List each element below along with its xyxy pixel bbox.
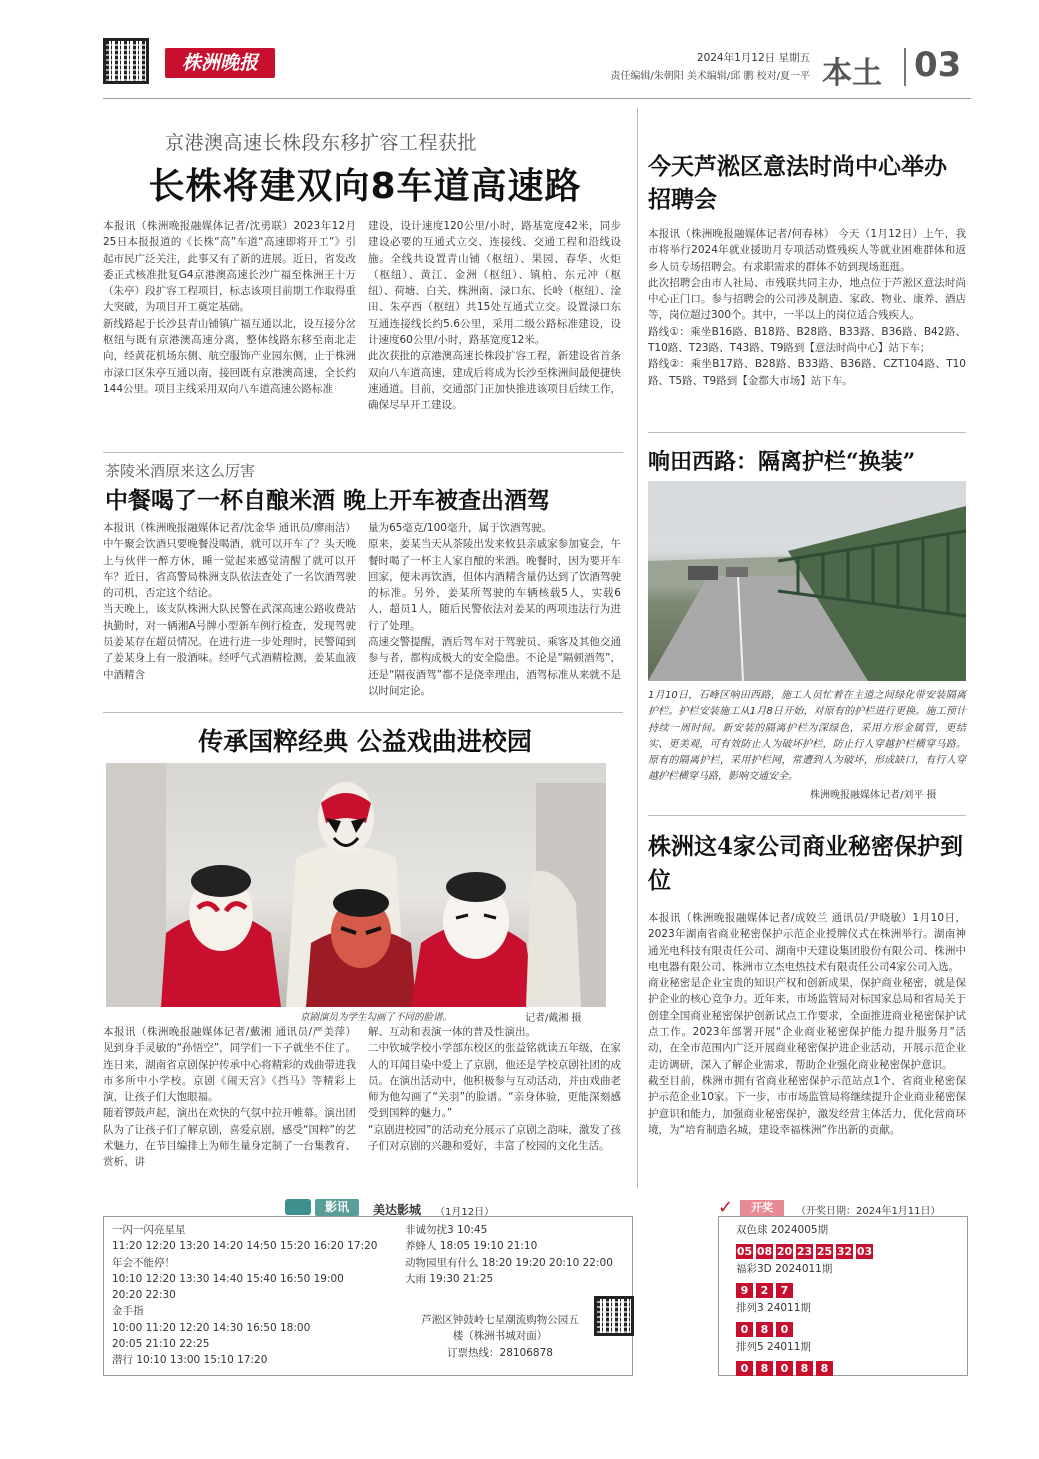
cinema-phone: 订票热线：28106878 xyxy=(447,1347,553,1359)
opera-photo-illustration xyxy=(106,763,606,1007)
lottery-badge: 开奖 xyxy=(740,1200,784,1216)
lottery-name: 排列5 24011期 xyxy=(736,1341,811,1353)
cinema-line: 一闪一闪亮星星 xyxy=(112,1224,186,1236)
section-name: 本土 xyxy=(822,56,882,91)
right-divider-2 xyxy=(648,815,966,816)
cinema-col2 xyxy=(405,1222,630,1287)
cinema-line: 金手指 xyxy=(112,1305,144,1318)
left-divider-2 xyxy=(103,712,623,713)
article3-col1: 本报讯（株洲晚报融媒体记者/戴湘 通讯员/严美萍） 见到身手灵敏的“孙悟空”，同学们一下子就坐不住了。连日来，湖南省京剧保护传承中心将精彩的戏曲带进我市多所中小学校。京剧《闹天宫》《挡马》等精彩上演，让孩子们大饱眼福。 随着锣鼓声起，演出在欢快的气氛中拉开帷幕。演出团队为了让孩子们了解京剧，喜爱京剧，感受“国粹”的艺术魅力，在节目编排上为师生量身定制了一台集教育、赏析、讲 xyxy=(103,1026,356,1169)
checkmark-icon: ✓ xyxy=(718,1197,734,1218)
article6-body: 本报讯（株洲晚报融媒体记者/成姣兰 通讯员/尹晓敏）1月10日，2023年湖南省商业秘密保护示范企业授牌仪式在株洲举行。湖南神通光电科技有限责任公司、湖南中天建设集团股份有限公司、株洲中电电器有限公司、株洲市立杰电热技术有限责任公司4家公司入选。 商业秘密是企业宝贵的知识产权和创新成果，保护商业秘密，就是保护企业的核心竞争力。近年来，市场监管局对标国家总局和省局关于创建全国商业秘密保护创新试点工作要求，全面推进商业秘密保护试点工作。2023年部署开展“企业商业秘密保护能力提升服务月”活动，在全市范围内广泛开展商业秘密保护进企业活动，开展示范企业走访调研，深入了解企业需求，帮助企业强化商业秘密保护意识。 截至目前，株洲市拥有省商业秘密保护示范站点1个、省商业秘密保护示范企业10家。下一步，市市场监管局将继续提升企业商业秘密保护意识和能力，加强商业秘密保护，激发经营主体活力，优化营商环境，为“培育制造名城，建设幸福株洲”作出新的贡献。 xyxy=(648,912,966,1136)
lottery-numbers xyxy=(736,1279,964,1298)
page-number: 03 xyxy=(914,45,962,85)
article5-headline: 响田西路：隔离护栏“换装” xyxy=(648,449,916,475)
article2-col1: 本报讯（株洲晚报融媒体记者/沈金华 通讯员/廖雨洁） 中午聚会饮酒只要晚餐没喝酒，就可以开车了？头天晚上与伙伴一醉方休，睡一觉起来感觉清醒了就可以开车？近日，省高警局株洲支队依法查处了一名饮酒驾驶的司机，否定这个结论。 当天晚上，该支队株洲大队民警在武深高速公路收费站执勤时，对一辆湘A号牌小型新车例行检查，发现驾驶员姜某存在超员情况。在进行进一步处理时，民警闻到了姜某身上有一股酒味。经呼气式酒精检测，姜某血液中酒精含 xyxy=(103,522,356,681)
masthead-editors: 责任编辑/朱朝阳 美术编辑/邱 鹏 校对/夏一平 xyxy=(610,71,810,82)
lottery-number: 05 xyxy=(736,1245,753,1258)
masthead-divider xyxy=(904,48,906,86)
article2-col2: 量为65毫克/100毫升，属于饮酒驾驶。 原来，姜某当天从茶陵出发来攸县亲戚家参加宴会，午餐时喝了一杯主人家自酿的米酒。晚餐时，因为要开车回家，便未再饮酒，但体内酒精含量仍达到了饮酒驾驶的标准。另外，姜某所驾驶的车辆核载5人，实载6人，超员1人，随后民警依法对姜某的两项违法行为进行了处理。 高速交警提醒，酒后驾车对于驾驶员、乘客及其他交通参与者，都构成极大的安全隐患。不论是“隔顿酒驾”，还是“隔夜酒驾”都不是侥幸理由，酒驾标准从来就不是以时间定论。 xyxy=(368,522,621,697)
article1-kicker: 京港澳高速长株段东移扩容工程获批 xyxy=(165,132,478,154)
lottery-name: 福彩3D 2024011期 xyxy=(736,1263,833,1275)
masthead-date: 2024年1月12日 星期五 xyxy=(696,52,810,64)
guardrail-illustration xyxy=(648,481,966,681)
article3-credit: 记者/戴湘 摄 xyxy=(525,1013,582,1024)
article2-headline: 中餐喝了一杯自酿米酒 晚上开车被查出酒驾 xyxy=(105,487,551,514)
lottery-numbers xyxy=(736,1357,964,1376)
lottery-number: 08 xyxy=(756,1245,773,1258)
article1-headline: 长株将建双向8车道高速路 xyxy=(148,166,582,207)
lottery-number: 0 xyxy=(736,1322,753,1337)
lottery-number: 0 xyxy=(736,1361,753,1376)
cinema-line: 非诚勿扰3 10:45 xyxy=(405,1224,488,1236)
right-divider-1 xyxy=(648,432,966,433)
lottery-number: 0 xyxy=(776,1322,793,1337)
article6-headline: 株洲这4家公司商业秘密保护到位 xyxy=(648,833,964,894)
article3-headline: 传承国粹经典 公益戏曲进校园 xyxy=(198,727,532,756)
cinema-qr-code[interactable] xyxy=(594,1296,634,1336)
cinema-line: 20:05 21:10 22:25 xyxy=(112,1338,210,1351)
article1-col2: 建设，设计速度120公里/小时，路基宽度42米，同步建设必要的互通式立交、连接线、交通工程和沿线设施。全线共设置青山铺（枢纽）、果园、春华、火炬（枢纽）、黄江、金洲（枢纽）、镇柏、东元冲（枢纽）、荷塘、白关、株洲南、渌口东、长岭（枢纽）、淦田、朱亭西（枢纽）共15处互通式立交。设置渌口东互通连接线长约5.6公里，采用二级公路标准建设，设计速度60公里/小时，路基宽度12米。 此次获批的京港澳高速长株段扩容工程，新建设省首条双向八车道高速，建成后将成为长沙至株洲间最便捷快速通道。目前，交通部门正加快推进该项目后续工作，确保尽早开工建设。 xyxy=(368,220,621,412)
lottery-list xyxy=(736,1223,964,1379)
article3-col2: 解、互动和表演一体的普及性演出。 二中钦城学校小学部东校区的张益铭就读五年级，在家人的耳闻目染中爱上了京剧，他还是学校京剧社团的成员。在演出活动中，他积极参与互动活动，并由戏曲老师为他勾画了“关羽”的脸谱。“亲身体验，更能深刻感受到国粹的魅力。” “京剧进校园”的活动充分展示了京剧之韵味，激发了孩子们对京剧的兴趣和爱好，丰富了校园的文化生活。 xyxy=(368,1026,621,1153)
lottery-name: 双色球 2024005期 xyxy=(736,1224,829,1236)
cinema-date: （1月12日） xyxy=(435,1207,495,1218)
lottery-number: 2 xyxy=(756,1283,773,1298)
lottery-number: 7 xyxy=(776,1283,793,1298)
masthead-qr-code[interactable] xyxy=(103,38,149,84)
lottery-number: 8 xyxy=(796,1361,813,1376)
cinema-line: 20:20 22:30 xyxy=(112,1289,176,1302)
lottery-numbers xyxy=(736,1318,964,1337)
article4-body: 本报讯（株洲晚报融媒体记者/何春林） 今天（1月12日）上午，我市将举行2024年就业援助月专项活动暨残疾人等就业困难群体和返乡人员专场招聘会。有求职需求的群体不妨到现场逛逛。 此次招聘会由市人社局、市残联共同主办，地点位于芦淞区意法时尚中心正门口。参与招聘会的公司涉及制造、家政、物业、康养、酒店等，岗位超过300个。其中，一半以上的岗位适合残疾人。 路线①：乘坐B16路、B18路、B28路、B33路、B36路、B42路、T10路、T23路、T43路、T9路到【意法时尚中心】站下车； 路线②：乘坐B17路、B28路、B33路、B36路、CZT104路、T10路、T5路、T9路到【金都大市场】站下车。 xyxy=(648,228,966,387)
cinema-line: 年会不能停！ xyxy=(112,1256,175,1269)
article2-kicker: 茶陵米酒原来这么厉害 xyxy=(105,462,256,480)
cinema-badge: 影讯 xyxy=(315,1199,359,1216)
opera-photo xyxy=(106,763,606,1007)
lottery-number: 8 xyxy=(756,1361,773,1376)
lottery-number: 8 xyxy=(816,1361,833,1376)
masthead-logo: 株洲晚报 xyxy=(165,48,275,78)
lottery-date: （开奖日期：2024年1月11日） xyxy=(796,1206,941,1217)
lottery-name: 排列3 24011期 xyxy=(736,1302,811,1314)
masthead-rule xyxy=(103,98,971,99)
lottery-number: 25 xyxy=(816,1245,833,1258)
article5-caption: 1月10日，石峰区响田西路，施工人员忙着在主道之间绿化带安装隔离护栏。护栏安装施工从1月8日开始，对原有的护栏进行更换。施工预计持续一周时间。新安装的隔离护栏为深绿色，采用方形金属管，更结实、更美观，可有效防止人为破坏护栏，防止行人穿越护栏横穿马路。原有的隔离护栏，采用护栏网，常遭到人为破坏，形成缺口，有行人穿越护栏横穿马路，影响交通安全。 xyxy=(648,690,966,783)
lottery-numbers xyxy=(736,1240,964,1259)
cinema-icon xyxy=(285,1199,311,1215)
cinema-col1 xyxy=(112,1222,402,1369)
cinema-line: 11:20 12:20 13:20 14:20 14:50 15:20 16:20 17:20 xyxy=(112,1240,378,1253)
cinema-line: 10:10 12:20 13:30 14:40 15:40 16:50 19:00 xyxy=(112,1272,344,1285)
lottery-number: 20 xyxy=(776,1245,793,1258)
left-divider-1 xyxy=(103,452,623,453)
cinema-line: 动物园里有什么 18:20 19:20 20:10 22:00 xyxy=(405,1256,613,1269)
article4-headline: 今天芦淞区意法时尚中心举办招聘会 xyxy=(648,153,947,213)
guardrail-photo xyxy=(648,481,966,681)
cinema-line: 大雨 19:30 21:25 xyxy=(405,1272,494,1285)
lottery-number: 0 xyxy=(776,1361,793,1376)
lottery-number: 23 xyxy=(796,1245,813,1258)
article5-credit: 株洲晚报融媒体记者/刘平 摄 xyxy=(810,790,937,801)
article1-col1: 本报讯（株洲晚报融媒体记者/沈勇联）2023年12月25日本报报道的《长株“高”车道“高速即将开工”》引起市民广泛关注，此事又有了新的进展。近日，省发改委正式核准批复G4京港澳高速长沙广福至株洲王十万（朱亭）段扩容工程项目，标志该项目前期工作取得重大突破，为项目开工奠定基础。 新线路起于长沙县青山铺镇广福互通以北，设互接分岔枢纽与既有京港澳高速分离，整体线路东移至南北走向，经黄花机场东侧、航空服饰产业园东侧，止于株洲市渌口区朱亭互通以南，接回既有京港澳高速，全长约144公里。项目主线采用双向八车道高速公路标准 xyxy=(103,220,356,395)
cinema-line: 潜行 10:10 13:00 15:10 17:20 xyxy=(112,1354,268,1367)
lottery-number: 32 xyxy=(836,1245,853,1258)
cinema-line: 10:00 11:20 12:20 14:30 16:50 18:00 xyxy=(112,1321,311,1334)
lottery-number: 9 xyxy=(736,1283,753,1298)
column-divider xyxy=(637,108,638,1188)
cinema-line: 养蜂人 18:05 19:10 21:10 xyxy=(405,1240,538,1253)
article3-caption: 京剧演员为学生勾画了不同的脸谱。 xyxy=(300,1012,453,1023)
lottery-number: 03 xyxy=(856,1245,873,1258)
cinema-name: 美达影城 xyxy=(373,1203,422,1217)
lottery-number: 8 xyxy=(756,1322,773,1337)
cinema-address: 芦淞区钟鼓岭七星潮流购物公园五楼（株洲书城对面） xyxy=(421,1314,579,1343)
